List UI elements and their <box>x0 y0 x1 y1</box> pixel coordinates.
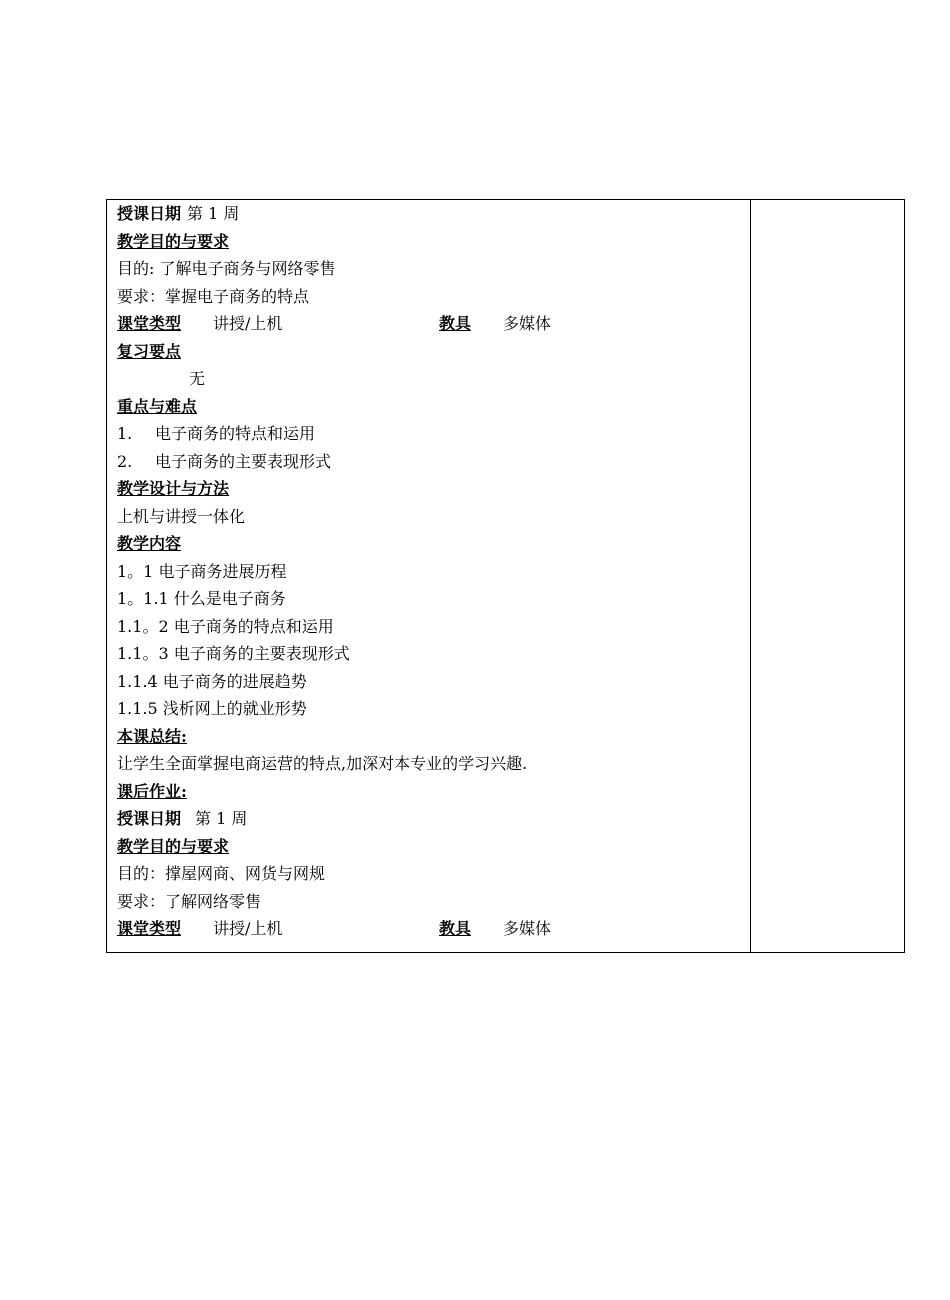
homework-heading: 课后作业: <box>117 781 187 801</box>
design-heading: 教学设计与方法 <box>117 479 230 498</box>
design-value: 上机与讲授一体化 <box>117 506 246 526</box>
requirement-text: 要求：掌握电子商务的特点 <box>117 286 310 306</box>
goal-text-2: 目的：撑屋网商、网货与网规 <box>117 864 326 883</box>
review-heading: 复习要点 <box>117 341 182 361</box>
homework-heading-row <box>117 778 747 806</box>
review-value: 无 <box>189 369 206 388</box>
tools-label: 教具 <box>439 314 472 333</box>
tools-label: 教具 <box>439 919 472 938</box>
key-point-item <box>117 448 747 476</box>
summary-heading: 本课总结: <box>117 726 187 746</box>
date-label: 授课日期 <box>117 809 182 828</box>
key-heading: 重点与难点 <box>117 396 198 416</box>
tools-group <box>439 915 551 943</box>
goals-heading: 教学目的与要求 <box>117 836 230 856</box>
class-type-label: 课堂类型 <box>117 919 182 938</box>
column-divider <box>750 200 751 952</box>
tools-group <box>439 310 551 338</box>
summary-heading-row <box>117 723 747 751</box>
date-row-2 <box>117 805 747 833</box>
key-heading-row <box>117 393 747 421</box>
date-row <box>117 200 747 228</box>
goals-heading-row <box>117 228 747 256</box>
key-point-number: 2. <box>117 451 133 471</box>
lesson-content-cell <box>117 200 747 943</box>
content-item: 1.1.4 电子商务的进展趋势 <box>117 671 307 691</box>
content-item: 1.1.5 浅析网上的就业形势 <box>117 699 307 718</box>
requirement-text-2: 要求：了解网络零售 <box>117 891 262 911</box>
content-item: 1.1。2 电子商务的特点和运用 <box>117 616 334 636</box>
key-point-number: 1. <box>117 424 133 443</box>
class-type-label: 课堂类型 <box>117 314 182 333</box>
content-heading: 教学内容 <box>117 534 182 553</box>
lesson-plan-table <box>106 199 905 953</box>
tools-value: 多媒体 <box>503 314 552 333</box>
design-heading-row <box>117 475 747 503</box>
content-item: 1.1。3 电子商务的主要表现形式 <box>117 644 350 663</box>
summary-value: 让学生全面掌握电商运营的特点,加深对本专业的学习兴趣. <box>117 754 528 773</box>
goals-heading-row-2 <box>117 833 747 861</box>
content-item: 1。1 电子商务进展历程 <box>117 561 287 581</box>
date-value: 第 1 周 <box>187 204 240 223</box>
goal-text: 目的: 了解电子商务与网络零售 <box>117 259 336 278</box>
class-type-value: 讲授/上机 <box>213 919 283 938</box>
class-type-row-2 <box>117 915 747 943</box>
date-label: 授课日期 <box>117 204 182 223</box>
goals-heading: 教学目的与要求 <box>117 231 230 251</box>
tools-value: 多媒体 <box>503 919 552 938</box>
review-heading-row <box>117 338 747 366</box>
key-point-item <box>117 420 747 448</box>
content-heading-row <box>117 530 747 558</box>
class-type-row <box>117 310 747 338</box>
key-point-text: 电子商务的特点和运用 <box>155 424 316 443</box>
content-item: 1。1.1 什么是电子商务 <box>117 589 286 608</box>
class-type-value: 讲授/上机 <box>213 314 283 333</box>
date-value: 第 1 周 <box>195 809 248 828</box>
key-point-text: 电子商务的主要表现形式 <box>155 451 332 471</box>
